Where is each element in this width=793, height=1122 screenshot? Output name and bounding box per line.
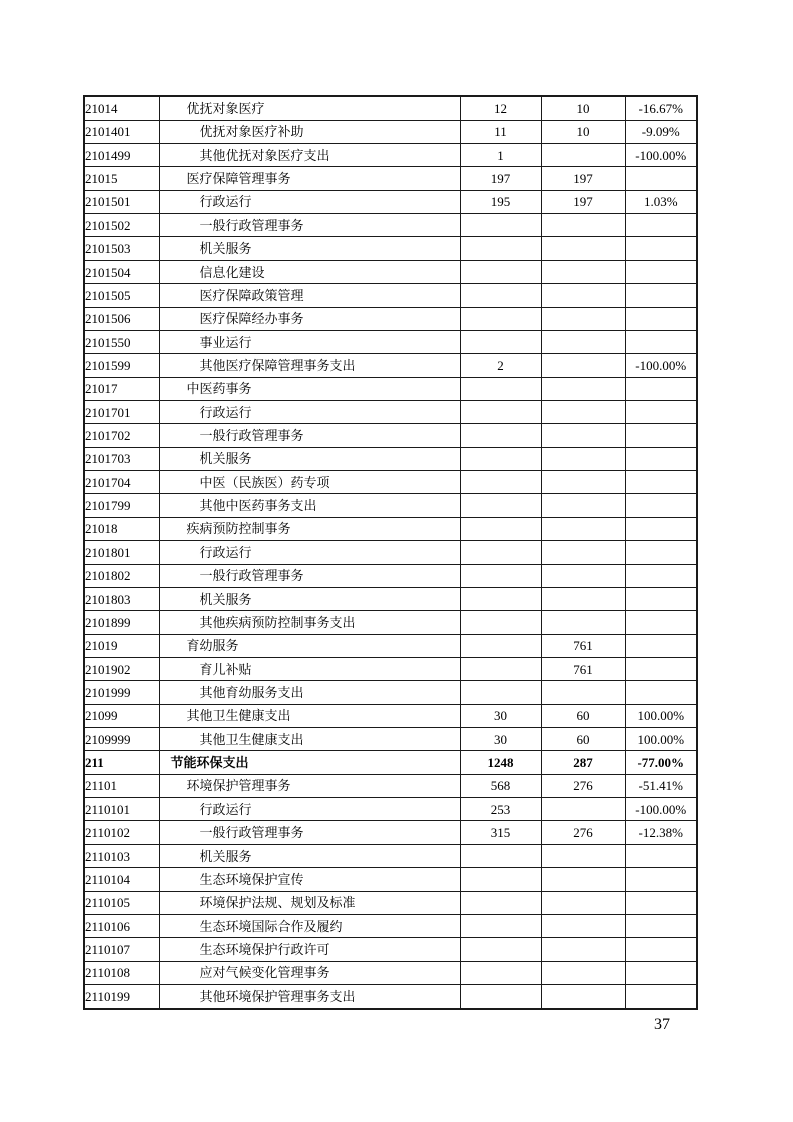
value1-cell <box>460 494 541 517</box>
value1-cell <box>460 424 541 447</box>
value1-cell <box>460 401 541 424</box>
function-name-cell: 医疗保障管理事务 <box>159 167 460 190</box>
value1-cell <box>460 891 541 914</box>
value2-cell <box>541 868 625 891</box>
value2-cell <box>541 984 625 1009</box>
function-code-cell: 2109999 <box>84 728 159 751</box>
function-code-cell: 2110105 <box>84 891 159 914</box>
value1-cell: 2 <box>460 354 541 377</box>
function-name-cell: 育幼服务 <box>159 634 460 657</box>
function-code-cell: 21018 <box>84 517 159 540</box>
value2-cell <box>541 938 625 961</box>
table-row <box>84 844 697 867</box>
function-code-cell: 2101503 <box>84 237 159 260</box>
percent-cell: 100.00% <box>625 728 697 751</box>
table-row <box>84 984 697 1009</box>
value2-cell: 287 <box>541 751 625 774</box>
function-name-cell: 节能环保支出 <box>159 751 460 774</box>
function-code-cell: 2101550 <box>84 330 159 353</box>
percent-cell <box>625 260 697 283</box>
value2-cell <box>541 401 625 424</box>
function-name-cell: 其他中医药事务支出 <box>159 494 460 517</box>
percent-cell <box>625 541 697 564</box>
percent-cell <box>625 914 697 937</box>
value2-cell <box>541 424 625 447</box>
table-row <box>84 377 697 400</box>
function-name-cell: 医疗保障经办事务 <box>159 307 460 330</box>
function-name-cell: 信息化建设 <box>159 260 460 283</box>
value1-cell <box>460 564 541 587</box>
percent-cell <box>625 984 697 1009</box>
function-name-cell: 优抚对象医疗 <box>159 96 460 120</box>
value1-cell: 1248 <box>460 751 541 774</box>
percent-cell <box>625 167 697 190</box>
value1-cell <box>460 681 541 704</box>
function-code-cell: 2110104 <box>84 868 159 891</box>
value2-cell: 761 <box>541 634 625 657</box>
function-code-cell: 2110106 <box>84 914 159 937</box>
function-name-cell: 一般行政管理事务 <box>159 214 460 237</box>
function-name-cell: 环境保护管理事务 <box>159 774 460 797</box>
value2-cell <box>541 844 625 867</box>
value2-cell: 761 <box>541 657 625 680</box>
value1-cell <box>460 938 541 961</box>
function-code-cell: 2101999 <box>84 681 159 704</box>
function-name-cell: 一般行政管理事务 <box>159 424 460 447</box>
value2-cell: 276 <box>541 774 625 797</box>
table-row <box>84 587 697 610</box>
value1-cell: 1 <box>460 144 541 167</box>
value1-cell: 30 <box>460 728 541 751</box>
function-name-cell: 一般行政管理事务 <box>159 564 460 587</box>
percent-cell <box>625 330 697 353</box>
function-name-cell: 生态环境国际合作及履约 <box>159 914 460 937</box>
table-row <box>84 354 697 377</box>
function-name-cell: 其他育幼服务支出 <box>159 681 460 704</box>
function-name-cell: 中医药事务 <box>159 377 460 400</box>
percent-cell: -100.00% <box>625 798 697 821</box>
value2-cell <box>541 330 625 353</box>
percent-cell <box>625 447 697 470</box>
percent-cell <box>625 494 697 517</box>
function-name-cell: 其他环境保护管理事务支出 <box>159 984 460 1009</box>
value1-cell <box>460 961 541 984</box>
percent-cell: -16.67% <box>625 96 697 120</box>
percent-cell <box>625 424 697 447</box>
table-row <box>84 868 697 891</box>
function-code-cell: 21017 <box>84 377 159 400</box>
value2-cell <box>541 564 625 587</box>
function-name-cell: 优抚对象医疗补助 <box>159 120 460 143</box>
table-row <box>84 798 697 821</box>
function-name-cell: 一般行政管理事务 <box>159 821 460 844</box>
table-row <box>84 260 697 283</box>
percent-cell <box>625 307 697 330</box>
percent-cell <box>625 471 697 494</box>
function-name-cell: 行政运行 <box>159 401 460 424</box>
table-row <box>84 167 697 190</box>
table-row <box>84 120 697 143</box>
percent-cell: -100.00% <box>625 354 697 377</box>
value2-cell: 197 <box>541 167 625 190</box>
function-name-cell: 疾病预防控制事务 <box>159 517 460 540</box>
value2-cell <box>541 914 625 937</box>
function-name-cell: 机关服务 <box>159 587 460 610</box>
value1-cell <box>460 284 541 307</box>
value2-cell <box>541 681 625 704</box>
value1-cell <box>460 634 541 657</box>
percent-cell <box>625 237 697 260</box>
function-name-cell: 育儿补贴 <box>159 657 460 680</box>
value2-cell <box>541 611 625 634</box>
percent-cell <box>625 634 697 657</box>
function-code-cell: 2110107 <box>84 938 159 961</box>
function-code-cell: 2101504 <box>84 260 159 283</box>
table-row <box>84 564 697 587</box>
value2-cell <box>541 471 625 494</box>
function-code-cell: 2101801 <box>84 541 159 564</box>
table-row <box>84 447 697 470</box>
function-code-cell: 211 <box>84 751 159 774</box>
value2-cell <box>541 891 625 914</box>
value2-cell <box>541 587 625 610</box>
function-name-cell: 生态环境保护宣传 <box>159 868 460 891</box>
percent-cell: -100.00% <box>625 144 697 167</box>
value1-cell <box>460 517 541 540</box>
function-code-cell: 2110101 <box>84 798 159 821</box>
percent-cell <box>625 657 697 680</box>
table-row <box>84 471 697 494</box>
value1-cell <box>460 330 541 353</box>
table-row <box>84 774 697 797</box>
table-row <box>84 914 697 937</box>
value1-cell <box>460 214 541 237</box>
value1-cell <box>460 587 541 610</box>
percent-cell <box>625 214 697 237</box>
function-code-cell: 2101599 <box>84 354 159 377</box>
value1-cell <box>460 541 541 564</box>
function-name-cell: 医疗保障政策管理 <box>159 284 460 307</box>
value2-cell <box>541 447 625 470</box>
percent-cell <box>625 517 697 540</box>
percent-cell <box>625 891 697 914</box>
function-code-cell: 2101506 <box>84 307 159 330</box>
table-row <box>84 704 697 727</box>
function-code-cell: 2101505 <box>84 284 159 307</box>
table-row <box>84 190 697 213</box>
value2-cell: 10 <box>541 120 625 143</box>
value1-cell <box>460 868 541 891</box>
percent-cell: 100.00% <box>625 704 697 727</box>
value1-cell <box>460 611 541 634</box>
function-code-cell: 2101802 <box>84 564 159 587</box>
function-name-cell: 机关服务 <box>159 237 460 260</box>
table-row <box>84 284 697 307</box>
function-code-cell: 2110199 <box>84 984 159 1009</box>
function-code-cell: 2101401 <box>84 120 159 143</box>
table-row <box>84 821 697 844</box>
percent-cell <box>625 681 697 704</box>
function-code-cell: 2101499 <box>84 144 159 167</box>
percent-cell <box>625 611 697 634</box>
function-code-cell: 2110102 <box>84 821 159 844</box>
function-code-cell: 2101701 <box>84 401 159 424</box>
table-row <box>84 214 697 237</box>
value1-cell: 197 <box>460 167 541 190</box>
table-row <box>84 728 697 751</box>
percent-cell <box>625 868 697 891</box>
table-row <box>84 657 697 680</box>
function-code-cell: 2101703 <box>84 447 159 470</box>
budget-expenditure-table <box>83 95 698 1010</box>
function-name-cell: 其他卫生健康支出 <box>159 728 460 751</box>
table-row <box>84 237 697 260</box>
value1-cell <box>460 984 541 1009</box>
percent-cell <box>625 284 697 307</box>
function-code-cell: 21019 <box>84 634 159 657</box>
function-code-cell: 2101799 <box>84 494 159 517</box>
percent-cell <box>625 377 697 400</box>
value2-cell: 60 <box>541 728 625 751</box>
function-name-cell: 行政运行 <box>159 798 460 821</box>
value1-cell: 12 <box>460 96 541 120</box>
percent-cell <box>625 844 697 867</box>
value2-cell <box>541 214 625 237</box>
table-row <box>84 144 697 167</box>
function-code-cell: 21101 <box>84 774 159 797</box>
function-name-cell: 其他疾病预防控制事务支出 <box>159 611 460 634</box>
value1-cell <box>460 914 541 937</box>
value1-cell: 195 <box>460 190 541 213</box>
function-name-cell: 环境保护法规、规划及标准 <box>159 891 460 914</box>
function-name-cell: 行政运行 <box>159 541 460 564</box>
function-code-cell: 2110103 <box>84 844 159 867</box>
function-name-cell: 机关服务 <box>159 844 460 867</box>
table-row <box>84 96 697 120</box>
table-row <box>84 494 697 517</box>
value1-cell: 568 <box>460 774 541 797</box>
value2-cell: 60 <box>541 704 625 727</box>
table-row <box>84 611 697 634</box>
value1-cell: 11 <box>460 120 541 143</box>
function-code-cell: 2101702 <box>84 424 159 447</box>
value1-cell: 30 <box>460 704 541 727</box>
value1-cell: 253 <box>460 798 541 821</box>
table-row <box>84 938 697 961</box>
table-row <box>84 634 697 657</box>
budget-table-body <box>84 96 697 1009</box>
function-code-cell: 2101501 <box>84 190 159 213</box>
value1-cell <box>460 237 541 260</box>
function-name-cell: 中医（民族医）药专项 <box>159 471 460 494</box>
table-row <box>84 961 697 984</box>
value1-cell <box>460 377 541 400</box>
table-row <box>84 751 697 774</box>
function-name-cell: 机关服务 <box>159 447 460 470</box>
value2-cell <box>541 307 625 330</box>
function-name-cell: 行政运行 <box>159 190 460 213</box>
function-name-cell: 其他优抚对象医疗支出 <box>159 144 460 167</box>
value1-cell <box>460 260 541 283</box>
value2-cell <box>541 260 625 283</box>
function-name-cell: 应对气候变化管理事务 <box>159 961 460 984</box>
table-row <box>84 681 697 704</box>
function-code-cell: 21015 <box>84 167 159 190</box>
percent-cell <box>625 401 697 424</box>
value1-cell <box>460 471 541 494</box>
page-number: 37 <box>654 1016 670 1033</box>
percent-cell <box>625 564 697 587</box>
value1-cell <box>460 447 541 470</box>
value2-cell <box>541 237 625 260</box>
function-code-cell: 21014 <box>84 96 159 120</box>
percent-cell: -51.41% <box>625 774 697 797</box>
value2-cell: 276 <box>541 821 625 844</box>
function-name-cell: 其他卫生健康支出 <box>159 704 460 727</box>
value1-cell: 315 <box>460 821 541 844</box>
value2-cell <box>541 354 625 377</box>
percent-cell: -12.38% <box>625 821 697 844</box>
table-row <box>84 541 697 564</box>
percent-cell <box>625 961 697 984</box>
value2-cell <box>541 961 625 984</box>
value2-cell <box>541 798 625 821</box>
table-row <box>84 401 697 424</box>
percent-cell: 1.03% <box>625 190 697 213</box>
function-name-cell: 生态环境保护行政许可 <box>159 938 460 961</box>
table-row <box>84 424 697 447</box>
function-code-cell: 2101704 <box>84 471 159 494</box>
function-code-cell: 21099 <box>84 704 159 727</box>
percent-cell <box>625 587 697 610</box>
percent-cell: -9.09% <box>625 120 697 143</box>
value2-cell: 197 <box>541 190 625 213</box>
value2-cell <box>541 284 625 307</box>
function-code-cell: 2101803 <box>84 587 159 610</box>
value1-cell <box>460 657 541 680</box>
function-name-cell: 其他医疗保障管理事务支出 <box>159 354 460 377</box>
table-row <box>84 517 697 540</box>
value1-cell <box>460 307 541 330</box>
value2-cell <box>541 494 625 517</box>
function-name-cell: 事业运行 <box>159 330 460 353</box>
percent-cell: -77.00% <box>625 751 697 774</box>
value2-cell <box>541 377 625 400</box>
percent-cell <box>625 938 697 961</box>
table-row <box>84 307 697 330</box>
value2-cell <box>541 517 625 540</box>
value2-cell: 10 <box>541 96 625 120</box>
function-code-cell: 2101902 <box>84 657 159 680</box>
function-code-cell: 2101899 <box>84 611 159 634</box>
function-code-cell: 2101502 <box>84 214 159 237</box>
function-code-cell: 2110108 <box>84 961 159 984</box>
value2-cell <box>541 144 625 167</box>
value1-cell <box>460 844 541 867</box>
value2-cell <box>541 541 625 564</box>
table-row <box>84 330 697 353</box>
table-row <box>84 891 697 914</box>
